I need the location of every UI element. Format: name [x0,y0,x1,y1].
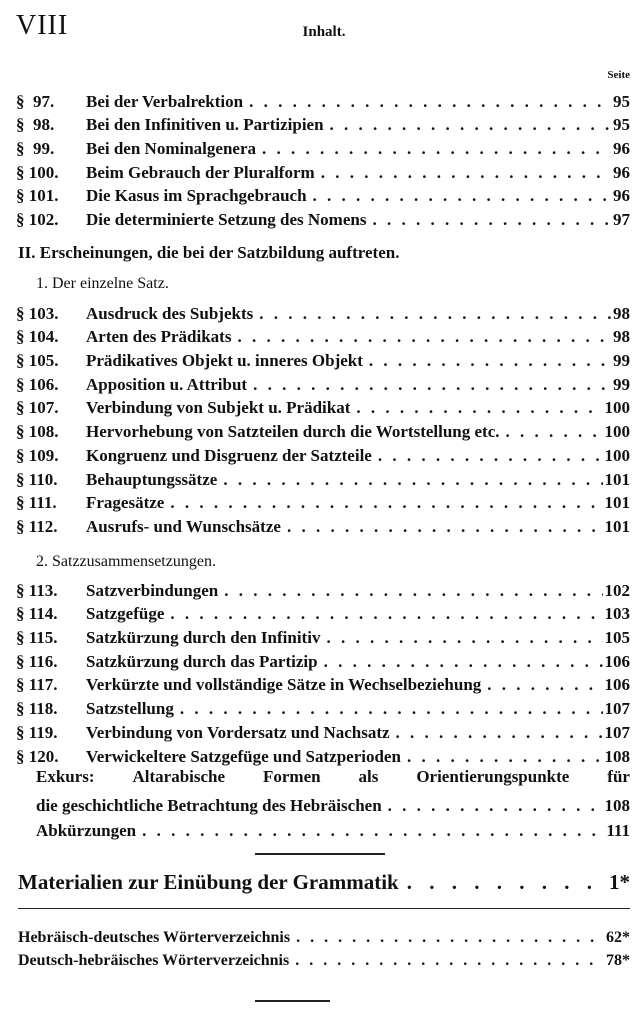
leader-dots [249,93,611,110]
leader-dots [224,582,602,599]
section-number: § 100. [16,162,59,182]
excursus-entry [36,767,630,814]
toc-page-ref: 96 [613,186,630,206]
excursus-word: Altarabische [132,767,226,786]
section-number: § 117. [16,675,58,695]
toc-page-ref: 78* [606,952,630,970]
divider-rule-3 [255,1000,330,1002]
subsection-heading-1: 1. Der einzelne Satz. [36,275,169,292]
toc-page-ref: 97 [613,210,630,230]
toc-entry [16,717,630,741]
toc-entry [16,511,630,535]
toc-entry [16,298,630,322]
running-title: Inhalt. [302,24,346,40]
leader-dots [356,399,602,416]
leader-dots [296,930,604,946]
toc-entry-title: Bei den Nominalgenera [86,139,256,159]
divider-rule-1 [255,853,385,855]
toc-entry-title: Beim Gebrauch der Pluralform [86,162,315,182]
section-number: § 102. [16,210,59,230]
leader-dots [262,140,611,157]
toc-page-ref: 99 [613,374,630,394]
materials-entry [18,870,630,895]
leader-dots [170,494,602,511]
toc-entry-title: Satzstellung [86,699,174,719]
toc-page-ref: 101 [604,469,630,489]
vocabulary-entries [18,922,630,969]
section-number: § 116. [16,651,58,671]
toc-block-1 [16,86,630,228]
excursus-word: Formen [263,767,321,786]
toc-page-ref: 98 [613,327,630,347]
toc-entry [16,86,630,110]
section-number: § 118. [16,699,58,719]
leader-dots [388,797,603,814]
section-number: § 113. [16,580,58,600]
toc-page-ref: 99 [613,351,630,371]
toc-entry [16,575,630,599]
toc-page-ref: 107 [604,699,630,719]
toc-page-ref: 100 [604,422,630,442]
toc-entry-title: Die determinierte Setzung des Nomens [86,210,367,230]
toc-entry [16,181,630,205]
excursus-word: als [358,767,379,786]
section-number: § 109. [16,445,59,465]
section-number: § 104. [16,327,59,347]
excursus-word: Orientierungspunkte [416,767,570,786]
toc-entry-title: Fragesätze [86,493,165,513]
toc-block-3 [16,575,630,765]
leader-dots [313,187,611,204]
leader-dots [259,305,611,322]
excursus-line-1 [36,767,630,790]
toc-entry [16,440,630,464]
toc-entry [16,488,630,512]
leader-dots [321,164,611,181]
leader-dots [142,822,604,839]
leader-dots [407,870,607,895]
section-number: § 119. [16,722,58,742]
excursus-word: Exkurs: [36,767,95,786]
toc-entry [16,599,630,623]
toc-page-ref: 108 [604,796,630,815]
excursus-line-2 [36,790,630,814]
section-number: § 110. [16,469,58,489]
toc-page-ref: 95 [613,115,630,135]
toc-entry-title: Bei den Infinitiven u. Partizipien [86,115,324,135]
section-number: § 106. [16,374,59,394]
section-number: § 99. [16,139,55,159]
leader-dots [170,605,602,622]
toc-entry [16,133,630,157]
toc-entry [16,646,630,670]
toc-entry-title: Verbindung von Subjekt u. Prädikat [86,398,351,418]
toc-entry-title: Satzgefüge [86,604,165,624]
toc-page-ref: 101 [604,516,630,536]
toc-page-ref: 105 [604,628,630,648]
page-column-label: Seite [607,69,630,81]
toc-entry-title: Satzverbindungen [86,580,219,600]
toc-entry-title: die geschichtliche Betrachtung des Hebräischen [36,796,382,815]
toc-page-ref: 95 [613,91,630,111]
leader-dots [330,116,611,133]
toc-entry-title: Verwickeltere Satzgefüge und Satzperioden [86,746,401,766]
toc-entry [16,322,630,346]
toc-page-ref: 107 [604,722,630,742]
toc-page-ref: 96 [613,162,630,182]
leader-dots [223,471,602,488]
toc-page-ref: 108 [604,746,630,766]
leader-dots [253,376,611,393]
abbreviations-entry [36,815,630,839]
leader-dots [326,629,602,646]
toc-page-ref: 102 [604,580,630,600]
toc-page-ref: 96 [613,139,630,159]
toc-entry-title: Verkürzte und vollständige Sätze in Wechselbeziehung [86,675,482,695]
toc-entry [36,815,630,839]
leader-dots [372,211,611,228]
section-number: § 114. [16,604,58,624]
toc-entry-title: Materialien zur Einübung der Grammatik [18,870,399,894]
toc-entry [18,946,630,970]
toc-entry-title: Arten des Prädikats [86,327,232,347]
toc-page-ref: 62* [606,928,630,946]
toc-entry-title: Ausdruck des Subjekts [86,303,254,323]
leader-dots [396,724,603,741]
toc-entry-title: Hebräisch-deutsches Wörterverzeichnis [18,928,291,946]
leader-dots [180,700,603,717]
toc-page-ref: 100 [604,398,630,418]
section-number: § 112. [16,516,58,536]
toc-entry [16,369,630,393]
section-number: § 101. [16,186,59,206]
toc-entry [16,204,630,228]
toc-entry [16,393,630,417]
leader-dots [295,953,604,969]
page-header [16,8,632,48]
section-number: § 115. [16,628,58,648]
toc-entry [16,670,630,694]
leader-dots [324,653,603,670]
leader-dots [287,518,603,535]
excursus-word: für [607,767,630,786]
section-number: § 97. [16,91,55,111]
toc-entry-title: Satzkürzung durch den Infinitiv [86,628,321,648]
toc-page-ref: 106 [604,651,630,671]
page-number: VIII [16,10,69,41]
part-heading: II. Erscheinungen, die bei der Satzbildung auftreten. [18,243,400,262]
toc-page-ref: 101 [604,493,630,513]
toc-entry [16,157,630,181]
leader-dots [407,748,603,765]
leader-dots [487,676,602,693]
section-number: § 105. [16,351,59,371]
toc-page-ref: 100 [604,445,630,465]
leader-dots [378,447,603,464]
leader-dots [237,328,611,345]
section-number: § 120. [16,746,59,766]
toc-entry-title: Abkürzungen [36,821,137,840]
toc-entry-title: Kongruenz und Disgruenz der Satzteile [86,445,372,465]
toc-entry-title: Apposition u. Attribut [86,374,248,394]
toc-entry [16,345,630,369]
toc-entry-title: Behauptungssätze [86,469,218,489]
toc-page-ref: 103 [604,604,630,624]
toc-entry [16,110,630,134]
toc-entry-title: Prädikatives Objekt u. inneres Objekt [86,351,363,371]
toc-entry-title: Die Kasus im Sprachgebrauch [86,186,307,206]
section-number: § 108. [16,422,59,442]
leader-dots [369,352,611,369]
toc-entry-title: Hervorhebung von Satzteilen durch die Wortstellung etc. [86,422,500,442]
toc-entry [16,416,630,440]
toc-entry-title: Deutsch-hebräisches Wörterverzeichnis [18,952,290,970]
leader-dots [506,423,603,440]
divider-rule-2 [18,908,630,909]
toc-page-ref: 98 [613,303,630,323]
toc-entry-title: Verbindung von Vordersatz und Nachsatz [86,722,390,742]
toc-entry-title: Bei der Verbalrektion [86,91,244,111]
subsection-heading-2: 2. Satzzusammensetzungen. [36,553,216,570]
toc-entry-title: Ausrufs- und Wunschsätze [86,516,281,536]
toc-page-ref: 111 [606,821,630,840]
section-number: § 107. [16,398,59,418]
section-number: § 103. [16,303,59,323]
toc-entry [18,922,630,946]
section-number: § 111. [16,493,57,513]
section-number: § 98. [16,115,55,135]
toc-block-2 [16,298,630,535]
toc-entry [16,693,630,717]
toc-page-ref: 1* [609,870,630,894]
toc-entry [16,741,630,765]
toc-entry-title: Satzkürzung durch das Partizip [86,651,318,671]
toc-entry [16,622,630,646]
toc-page-ref: 106 [604,675,630,695]
toc-entry [16,464,630,488]
